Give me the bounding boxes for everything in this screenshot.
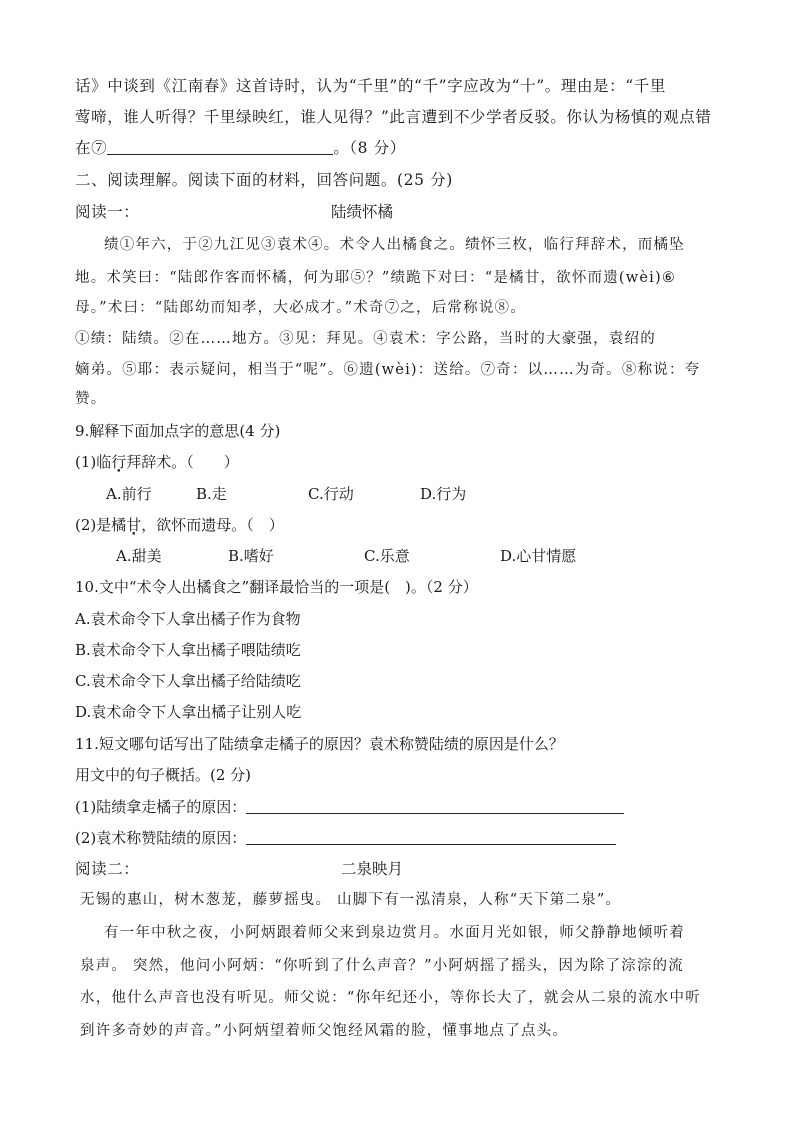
note-line: 嫡弟。⑤耶：表示疑问，相当于“呢”。⑥遗(wèi)：送给。⑦奇：以……为奇。⑧称说：夸 bbox=[75, 362, 701, 378]
option-a[interactable]: A.甜美 bbox=[116, 547, 162, 565]
option-d[interactable]: D.行为 bbox=[420, 485, 467, 503]
passage-line: 地。术笑曰：“陆郎作客而怀橘，何为耶⑤？”绩跪下对曰：“是橘甘，欲怀而遗(wèi)⑥ bbox=[75, 270, 677, 286]
question-11-1 bbox=[75, 797, 624, 817]
text-line: 话》中谈到《江南春》这首诗时，认为“千里”的“千”字应改为“十”。理由是：“千里 bbox=[75, 77, 666, 95]
passage-line: 无锡的惠山，树木葱茏，藤萝摇曳。 山脚下有一泓清泉，人称“天下第二泉”。 bbox=[80, 892, 622, 908]
option-d[interactable]: D.心甘情愿 bbox=[500, 547, 577, 565]
text-pre: (2)是橘 bbox=[75, 516, 127, 534]
dotted-char: 行 bbox=[111, 453, 127, 471]
section-heading: 二、阅读理解。阅读下面的材料，回答问题。(25 分) bbox=[75, 171, 453, 189]
question-9-1 bbox=[75, 452, 239, 472]
option-b[interactable]: B.嗜好 bbox=[228, 547, 274, 565]
question-9-stem: 9.解释下面加点字的意思(4 分) bbox=[75, 422, 281, 440]
reading-label: 阅读二： bbox=[75, 860, 140, 878]
question-11-stem: 11.短文哪句话写出了陆绩拿走橘子的原因？袁术称赞陆绩的原因是什么？ bbox=[75, 735, 564, 753]
question-9-2 bbox=[75, 515, 284, 535]
question-10-stem: 10.文中“术令人出橘食之”翻译最恰当的一项是( )。（2 分） bbox=[75, 578, 478, 596]
passage-line: 泉声。 突然，他问小阿炳：“你听到了什么声音？”小阿炳摇了摇头，因为除了淙淙的流 bbox=[80, 958, 684, 974]
answer-blank[interactable] bbox=[246, 844, 616, 845]
option-c[interactable]: C.袁术命令下人拿出橘子给陆绩吃 bbox=[75, 672, 301, 690]
option-a[interactable]: A.前行 bbox=[106, 485, 152, 503]
text-line: 莺啼，谁人听得？千里绿映红，谁人见得？”此言遭到不少学者反驳。你认为杨慎的观点错 bbox=[75, 108, 712, 126]
passage-line: 母。”术曰：“陆郎幼而知孝，大必成才。”术奇⑦之，后常称说⑧。 bbox=[75, 300, 526, 316]
text-label: (2)袁术称赞陆绩的原因： bbox=[75, 829, 247, 847]
answer-blank[interactable] bbox=[246, 813, 624, 814]
option-b[interactable]: B.袁术命令下人拿出橘子喂陆绩吃 bbox=[75, 641, 301, 659]
text-label: (1)陆绩拿走橘子的原因： bbox=[75, 798, 247, 816]
question-11-instruction: 用文中的句子概括。(2 分) bbox=[75, 766, 252, 784]
dotted-char: 甘 bbox=[126, 516, 142, 534]
passage-line: 水，他什么声音也没有听见。师父说：“你年纪还小，等你长大了，就会从二泉的流水中听 bbox=[80, 990, 701, 1006]
answer-line-7 bbox=[75, 138, 406, 158]
option-a[interactable]: A.袁术命令下人拿出橘子作为食物 bbox=[75, 610, 301, 628]
reading-label: 阅读一： bbox=[75, 203, 140, 221]
text-post: 拜辞术。（ ） bbox=[126, 453, 239, 471]
question-11-2 bbox=[75, 828, 616, 848]
answer-blank[interactable] bbox=[107, 154, 333, 155]
note-line: 赞。 bbox=[75, 391, 107, 407]
text-pre: (1)临 bbox=[75, 453, 112, 471]
option-d[interactable]: D.袁术命令下人拿出橘子让别人吃 bbox=[75, 703, 302, 721]
note-line: ①绩：陆绩。②在……地方。③见：拜见。④袁术：字公路，当时的大豪强，袁绍的 bbox=[75, 331, 656, 347]
text-post: ，欲怀而遗母。（ ） bbox=[141, 516, 284, 534]
passage-line: 到许多奇妙的声音。”小阿炳望着师父饱经风霜的脸，懂事地点了点头。 bbox=[80, 1023, 569, 1039]
reading-title: 陆绩怀橘 bbox=[331, 203, 394, 221]
text-suffix: 。（8 分） bbox=[333, 139, 406, 157]
option-c[interactable]: C.乐意 bbox=[364, 547, 410, 565]
reading-title: 二泉映月 bbox=[341, 860, 404, 878]
option-b[interactable]: B.走 bbox=[196, 485, 227, 503]
option-c[interactable]: C.行动 bbox=[308, 485, 354, 503]
passage-line: 有一年中秋之夜，小阿炳跟着师父来到泉边赏月。水面月光如银，师父静静地倾听着 bbox=[104, 925, 685, 941]
text-prefix: 在⑦ bbox=[75, 139, 108, 157]
passage-line: 绩①年六，于②九江见③袁术④。术令人出橘食之。绩怀三枚，临行拜辞术，而橘坠 bbox=[104, 237, 685, 253]
